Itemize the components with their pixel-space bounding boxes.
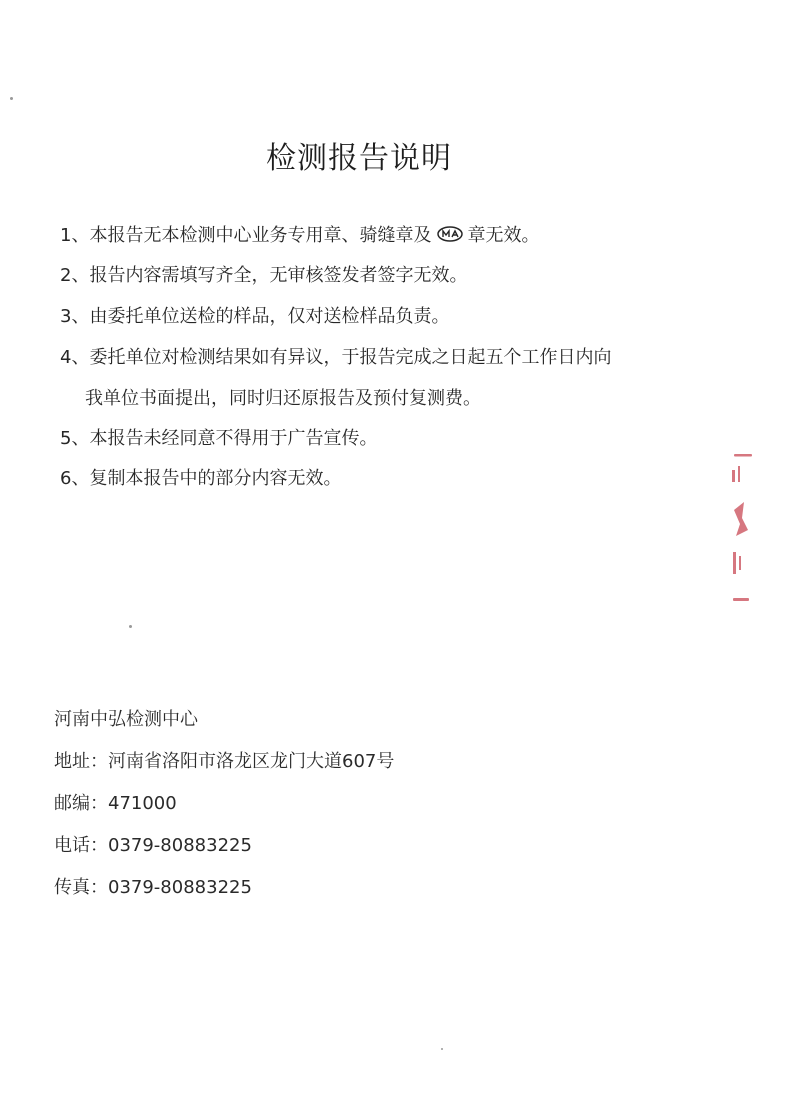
note-item-5: 5、本报告未经同意不得用于广告宣传。 xyxy=(60,428,378,449)
note-item-2: 2、报告内容需填写齐全，无审核签发者签字无效。 xyxy=(60,265,468,286)
note-1-text-before: 1、本报告无本检测中心业务专用章、骑缝章及 xyxy=(60,225,432,246)
phone-line: 电话：0379-80883225 xyxy=(54,835,252,856)
note-item-4: 4、委托单位对检测结果如有异议，于报告完成之日起五个工作日内向 xyxy=(60,347,612,368)
seal-fragment-icon xyxy=(722,440,758,620)
note-item-3: 3、由委托单位送检的样品，仅对送检样品负责。 xyxy=(60,306,450,327)
postcode-line: 邮编：471000 xyxy=(54,793,177,814)
scan-speck xyxy=(10,97,13,100)
address-line: 地址：河南省洛阳市洛龙区龙门大道607号 xyxy=(54,751,395,772)
page-title: 检测报告说明 xyxy=(266,141,452,176)
fax-line: 传真：0379-80883225 xyxy=(54,877,252,898)
note-item-4-continued: 我单位书面提出，同时归还原报告及预付复测费。 xyxy=(85,388,481,409)
note-item-1 xyxy=(60,224,539,248)
cma-mark-icon xyxy=(437,226,463,242)
note-item-6: 6、复制本报告中的部分内容无效。 xyxy=(60,468,342,489)
note-1-text-after: 章无效。 xyxy=(467,225,540,246)
scan-speck xyxy=(441,1048,443,1050)
organization-name: 河南中弘检测中心 xyxy=(54,709,198,730)
scan-speck xyxy=(129,625,132,628)
